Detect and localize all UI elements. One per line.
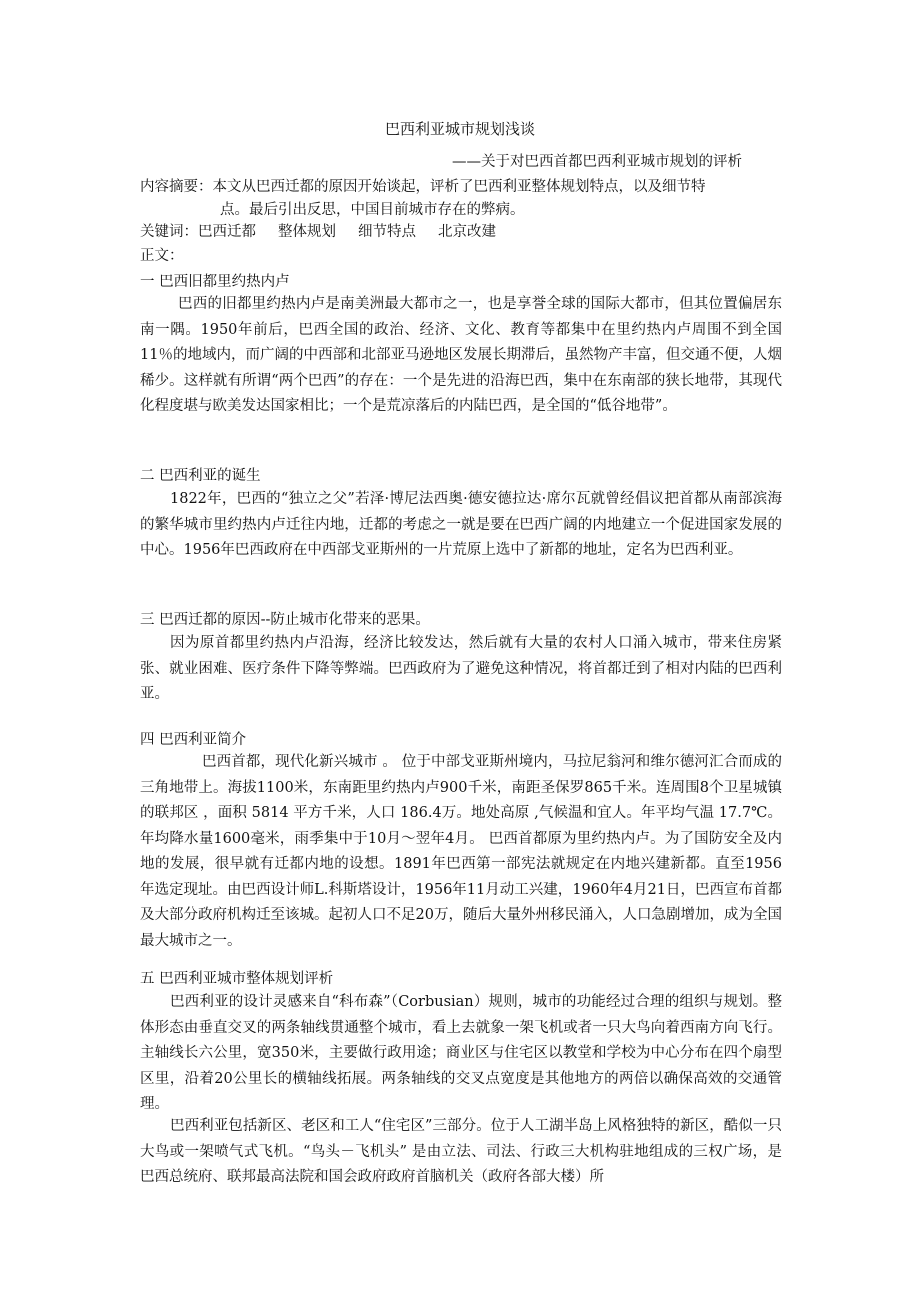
abstract-line-1: 内容摘要：本文从巴西迁都的原因开始谈起，评析了巴西利亚整体规划特点，以及细节特 bbox=[140, 179, 706, 195]
keywords-label: 关键词： bbox=[140, 224, 198, 240]
section-heading: 四 巴西利亚简介 bbox=[140, 732, 247, 748]
section-paragraph: 巴西首都，现代化新兴城市 。 位于中部戈亚斯州境内，马拉尼翁河和维尔德河汇合而成的三角地带上。海拔1100米，东南距里约热内卢900千米，南距圣保罗865千米。连周围8个卫星城镇的联邦区 ，面积 5814 平方千米，人口 186.4万。地处高原 ,气候温和宜人。年平均气温 17.7℃。年均降水量1600毫米，雨季集中于10月～翌年4月。 巴西首都原为里约热内卢。为了国防安全及内地的发展，很早就有迁都内地的设想。1891年巴西第一部宪法就规定在内地兴建新都。直至1956 年选定现址。由巴西设计师L.科斯塔设计，1956年11月动工兴建，1960年4月21日，巴西宣布首都及大部分政府机构迁至该城。起初人口不足20万，随后大量外州移民涌入，人口急剧增加，成为全国最大城市之一。 bbox=[140, 754, 782, 949]
keyword: 巴西迁都 bbox=[198, 224, 256, 240]
section-heading: 三 巴西迁都的原因--防止城市化带来的恶果。 bbox=[140, 612, 430, 628]
section-paragraph: 巴西的旧都里约热内卢是南美洲最大都市之一，也是享誉全球的国际大都市，但其位置偏居东南一隅。1950年前后，巴西全国的政治、经济、文化、教育等都集中在里约热内卢周围不到全国11％的地域内，而广阔的中西部和北部亚马逊地区发展长期滞后，虽然物产丰富，但交通不便，人烟稀少。这样就有所谓“两个巴西”的存在：一个是先进的沿海巴西，集中在东南部的狭长地带，其现代化程度堪与欧美发达国家相比；一个是荒凉落后的内陆巴西，是全国的“低谷地带”。 bbox=[140, 296, 782, 414]
section-heading: 五 巴西利亚城市整体规划评析 bbox=[140, 971, 334, 987]
section-heading: 二 巴西利亚的诞生 bbox=[140, 468, 261, 484]
abstract-line-2: 点。最后引出反思，中国目前城市存在的弊病。 bbox=[220, 202, 525, 218]
keyword: 北京改建 bbox=[438, 224, 496, 240]
section-heading: 一 巴西旧都里约热内卢 bbox=[140, 274, 290, 290]
section-paragraph: 因为原首都里约热内卢沿海，经济比较发达，然后就有大量的农村人口涌入城市，带来住房紧张、就业困难、医疗条件下降等弊端。巴西政府为了避免这种情况，将首都迁到了相对内陆的巴西利亚。 bbox=[140, 635, 782, 702]
document-title: 巴西利亚城市规划浅谈 bbox=[384, 120, 535, 138]
keywords-row bbox=[140, 221, 518, 243]
keyword: 细节特点 bbox=[358, 224, 416, 240]
section-paragraph: 1822年，巴西的“独立之父”若泽·博尼法西奥·德安德拉达·席尔瓦就曾经倡议把首都从南部滨海的繁华城市里约热内卢迁往内地，迁都的考虑之一就是要在巴西广阔的内地建立一个促进国家发展的中心。1956年巴西政府在中西部戈亚斯州的一片荒原上选中了新都的地址，定名为巴西利亚。 bbox=[140, 491, 782, 558]
body-label: 正文： bbox=[140, 248, 184, 264]
document-subtitle: ——关于对巴西首都巴西利亚城市规划的评析 bbox=[452, 154, 742, 170]
section-paragraph: 巴西利亚的设计灵感来自“科布森”（Corbusian）规则，城市的功能经过合理的组织与规划。整体形态由垂直交叉的两条轴线贯通整个城市，看上去就象一架飞机或者一只大鸟向着西南方向飞行。主轴线长六公里，宽350米，主要做行政用途；商业区与住宅区以教堂和学校为中心分布在四个扇型区里，沿着20公里长的横轴线拓展。两条轴线的交叉点宽度是其他地方的两倍以确保高效的交通管理。 bbox=[140, 994, 782, 1112]
keyword: 整体规划 bbox=[278, 224, 336, 240]
section-paragraph: 巴西利亚包括新区、老区和工人“住宅区”三部分。位于人工湖半岛上风格独特的新区，酷似一只大鸟或一架喷气式飞机。“鸟头－飞机头” 是由立法、司法、行政三大机构驻地组成的三权广场，是巴西总统府、联邦最高法院和国会政府政府首脑机关（政府各部大楼）所 bbox=[140, 1118, 782, 1185]
